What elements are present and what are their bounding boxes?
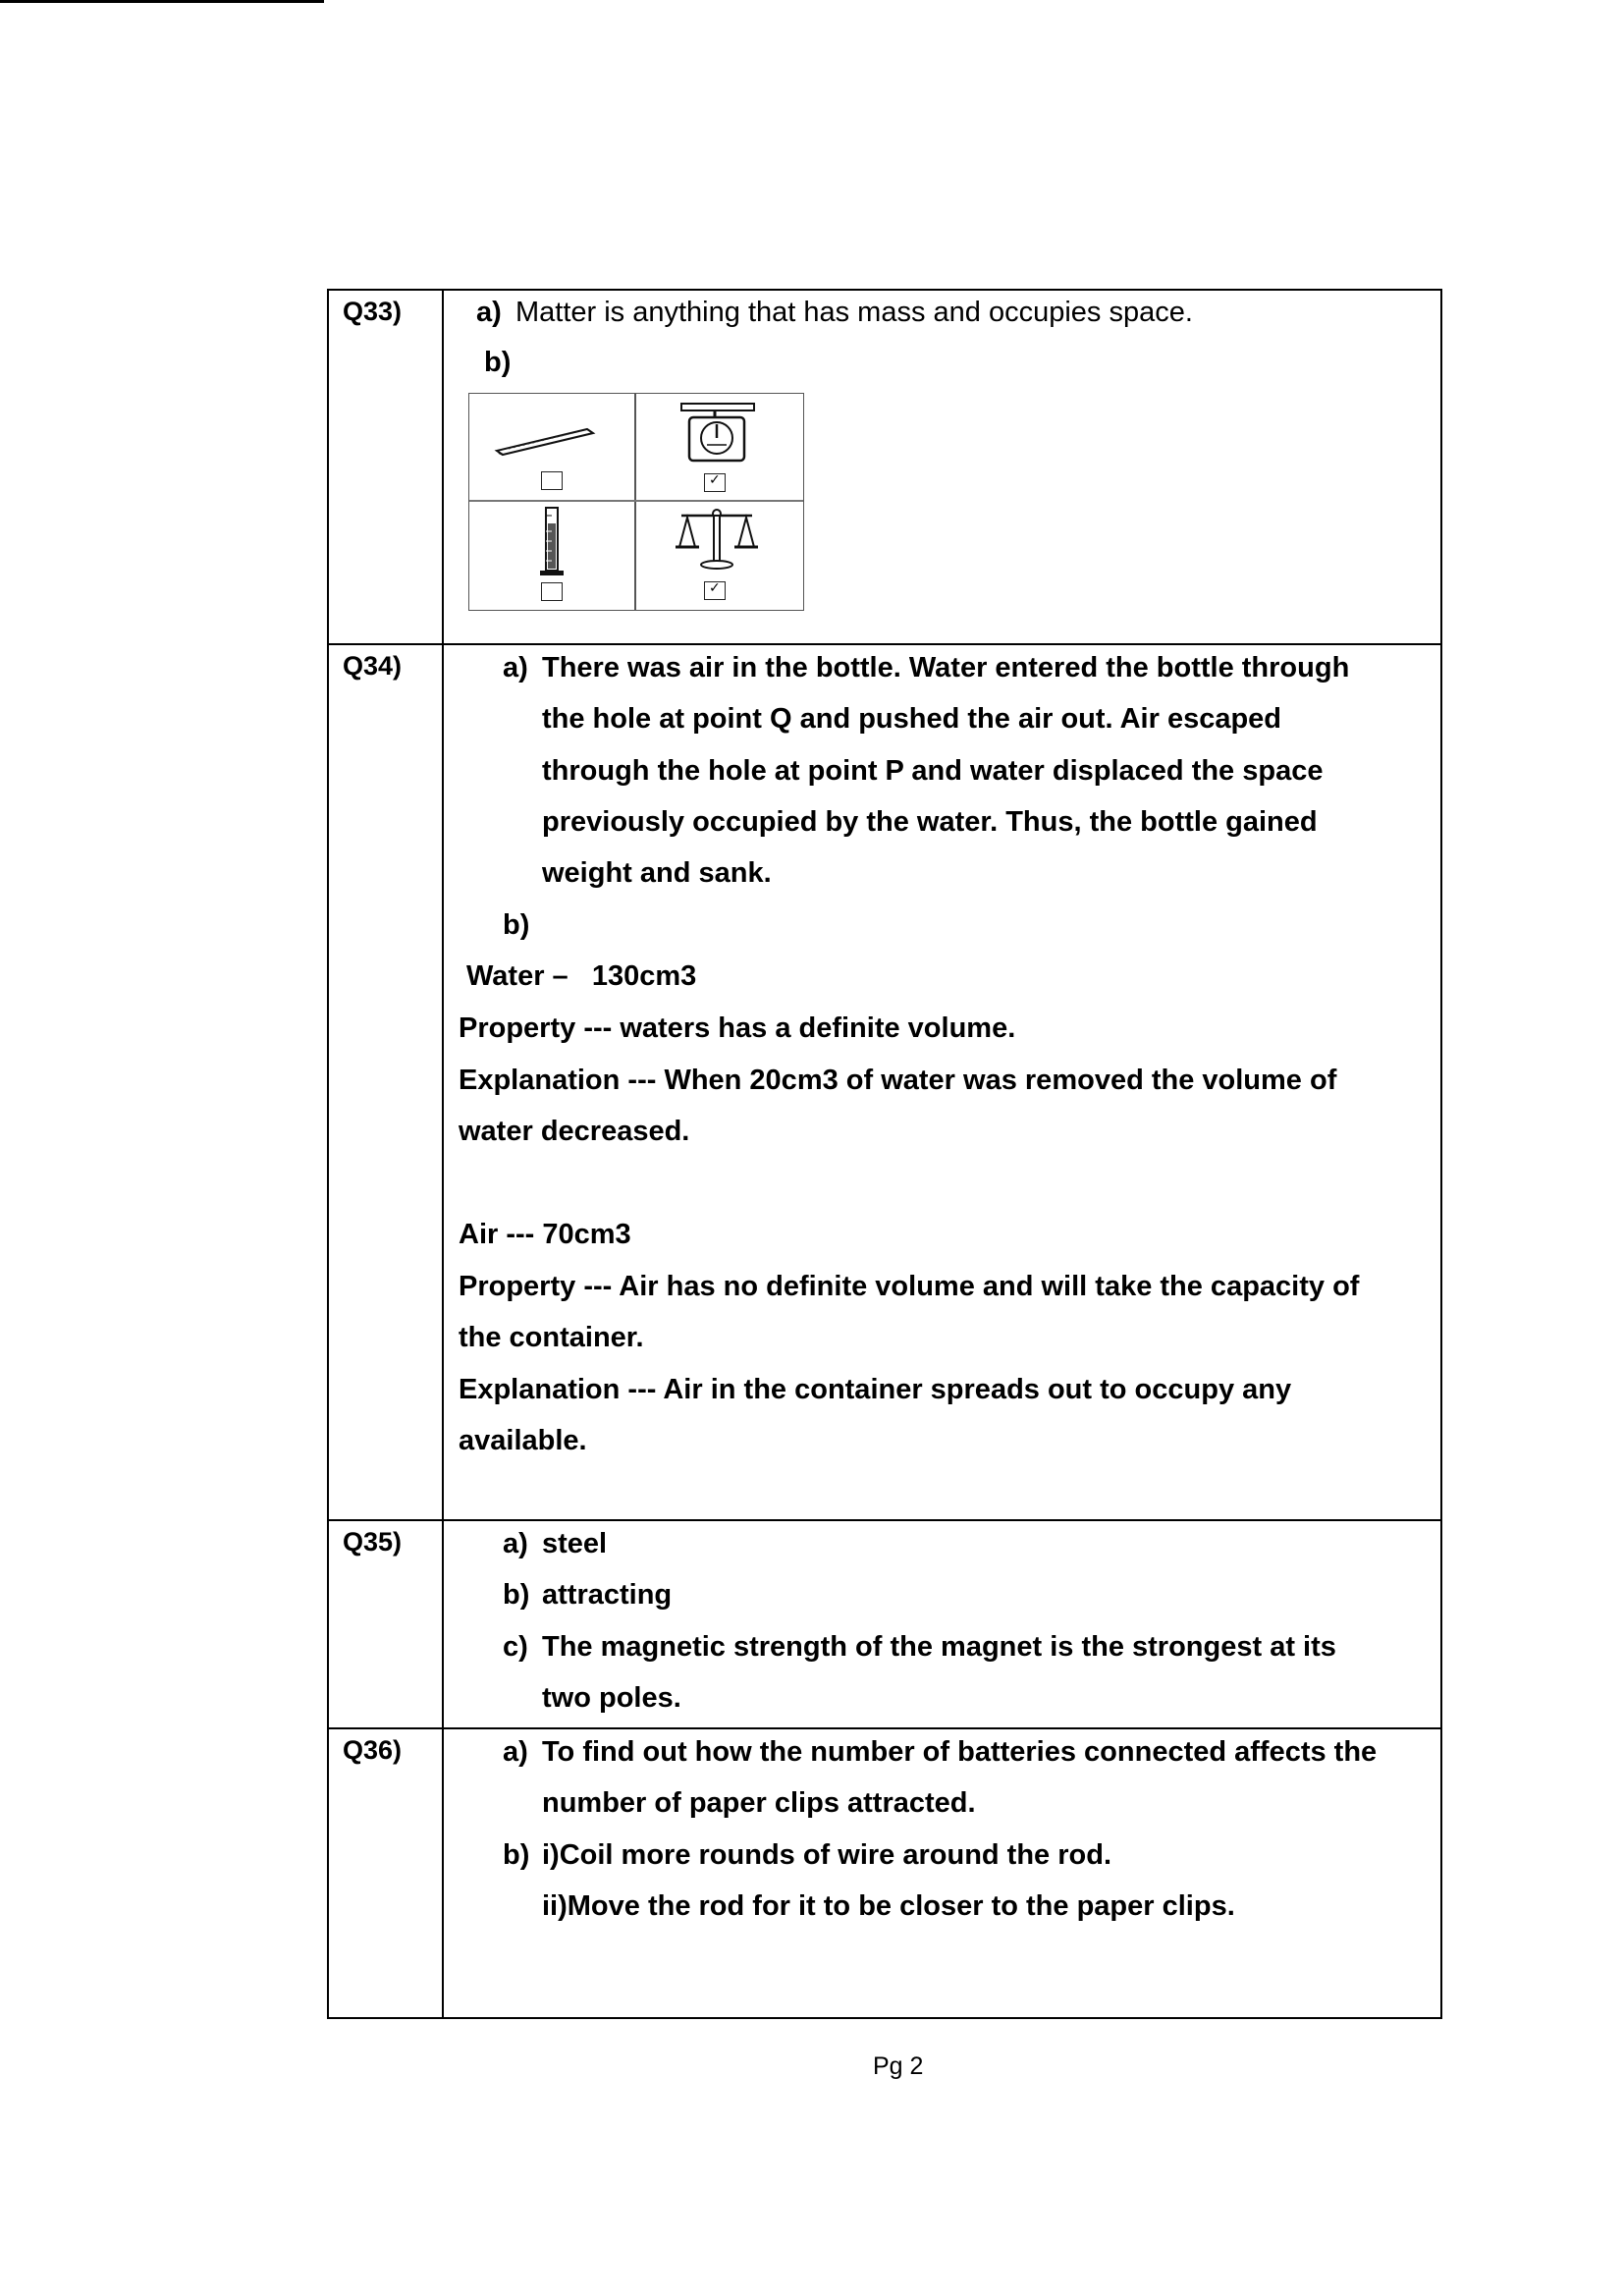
part-c-line: two poles. [542,1682,681,1714]
part-b-marker: b) [503,909,530,941]
answer-checkbox [704,581,726,600]
apparatus-cell-measuring-cylinder [469,502,634,608]
question-row-q33 [327,289,1442,645]
question-label: Q36) [343,1735,403,1765]
part-a-line: weight and sank. [542,857,772,889]
check-mark-icon: ✓ [709,471,721,487]
part-a-line: the hole at point Q and pushed the air out. Air escaped [542,703,1282,735]
air-property-line: the container. [459,1322,644,1353]
part-c-line: The magnetic strength of the magnet is the strongest at its [542,1631,1336,1663]
part-a-marker: a) [503,1528,528,1559]
question-label-cell [329,291,444,643]
part-c-marker: c) [503,1631,528,1663]
part-b-line: ii)Move the rod for it to be closer to the paper clips. [542,1890,1235,1922]
air-volume-line: Air --- 70cm3 [459,1219,631,1250]
part-a-line: number of paper clips attracted. [542,1787,976,1819]
question-label-cell [329,1729,444,2017]
question-label: Q35) [343,1527,403,1557]
question-label: Q33) [343,297,403,326]
air-explanation-line: Explanation --- Air in the container spreads out to occupy any [459,1374,1292,1405]
answer-checkbox [704,473,726,492]
answer-cell [444,1521,1440,1727]
part-a-text: steel [542,1528,608,1559]
check-mark-icon: ✓ [709,579,721,595]
part-b-text: attracting [542,1579,673,1611]
answer-checkbox [541,471,563,490]
apparatus-cell-weighing-scale [636,394,801,500]
question-label-cell [329,645,444,1519]
air-property-line: Property --- Air has no definite volume and will take the capacity of [459,1271,1360,1302]
part-a-text: Matter is anything that has mass and occupies space. [515,297,1193,328]
part-b-marker: b) [503,1579,530,1611]
answer-checkbox [541,582,563,601]
water-property-line: Property --- waters has a definite volume. [459,1012,1016,1044]
water-explanation-line: Explanation --- When 20cm3 of water was removed the volume of [459,1065,1337,1096]
part-b-marker: b) [484,347,512,378]
part-a-line: through the hole at point P and water displaced the space [542,755,1324,787]
part-a-marker: a) [503,1736,528,1768]
answer-cell [444,291,1440,643]
part-a-marker: a) [476,297,502,328]
apparatus-grid [468,393,804,611]
water-volume-line: Water – 130cm3 [466,960,697,992]
question-row-q36 [327,1727,1442,2019]
air-explanation-line: available. [459,1425,587,1456]
water-explanation-line: water decreased. [459,1116,690,1147]
part-a-line: There was air in the bottle. Water entered the bottle through [542,652,1350,683]
part-a-marker: a) [503,652,528,683]
question-row-q34 [327,643,1442,1521]
part-b-marker: b) [503,1839,530,1871]
answer-cell [444,1729,1440,2017]
apparatus-cell-beam-balance [636,502,801,608]
question-row-q35 [327,1519,1442,1729]
page-number: Pg 2 [873,2052,924,2080]
answer-cell [444,645,1440,1519]
part-b-line: i)Coil more rounds of wire around the rod. [542,1839,1112,1871]
part-a-line: To find out how the number of batteries connected affects the [542,1736,1378,1768]
top-rule [0,0,324,3]
part-a-line: previously occupied by the water. Thus, the bottle gained [542,806,1318,838]
apparatus-cell-ruler [469,394,634,500]
question-label: Q34) [343,651,403,681]
question-label-cell [329,1521,444,1727]
